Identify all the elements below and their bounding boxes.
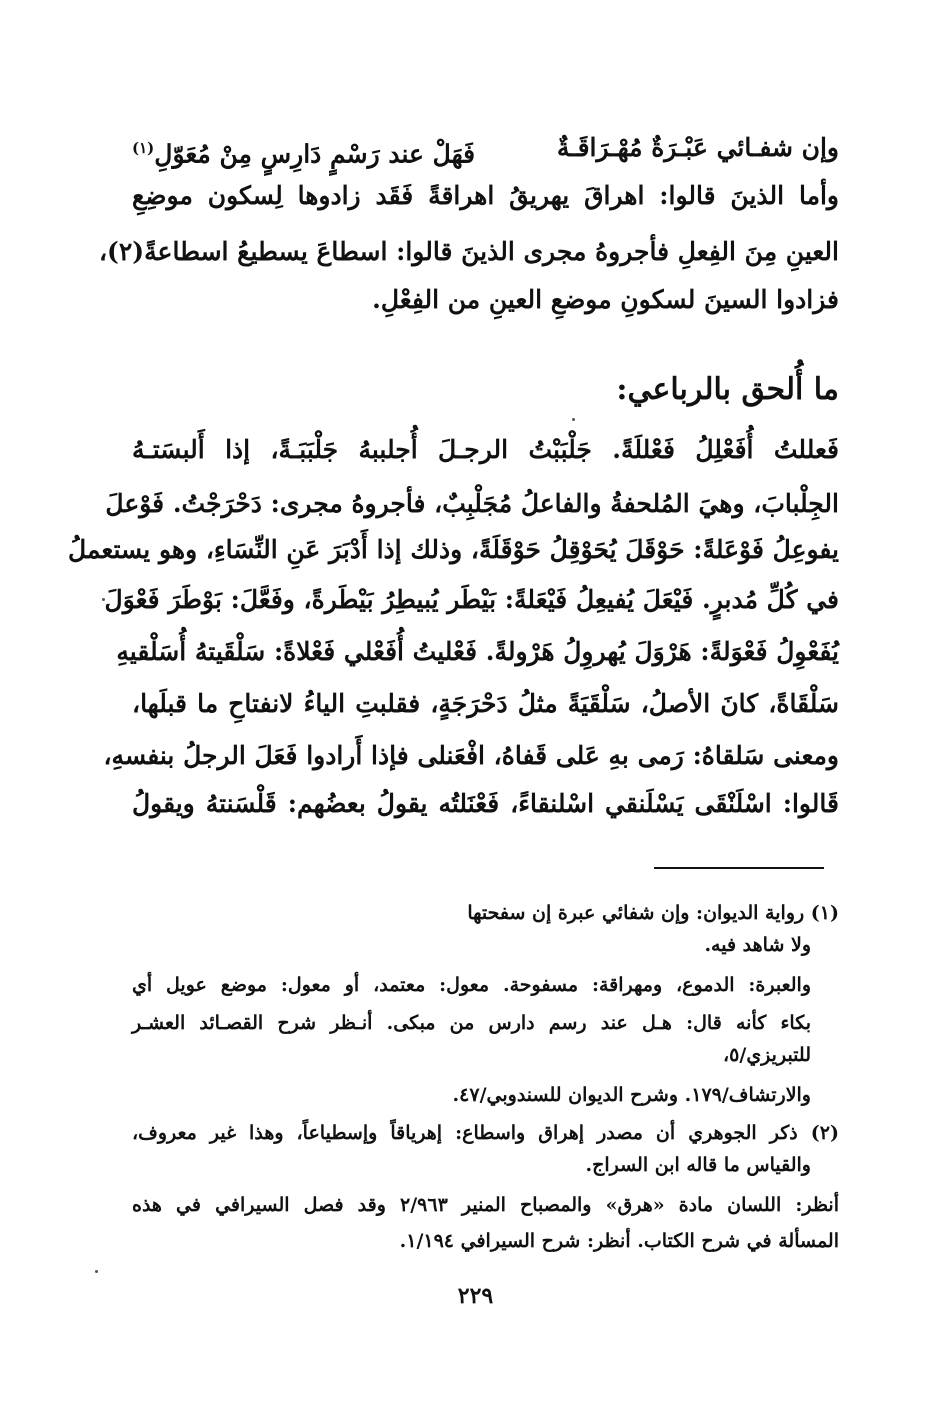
footnote-1-line: (١) رواية الديوان: وإن شفائي عبرة إن سفحتها <box>467 902 839 924</box>
footnote-1-line: للتبريزي/٥، <box>723 1044 811 1066</box>
footnote-2-line: والقياس ما قاله ابن السراج. <box>585 1154 811 1176</box>
paragraph1-line: وأما الذينَ قالوا: اهراقَ يهريقُ اهراقةً فَقَد زادوها لِسكون موضِعِ <box>132 181 839 210</box>
verse-right-hemistich: وإن شفـائي عَبْـرَةٌ مُهْـرَاقَـةٌ <box>556 133 839 162</box>
scan-speck <box>95 1270 98 1273</box>
paragraph2-line: ومعنى سَلقاهُ: رَمى بهِ عَلى قَفاهُ، افْعَنلى فإذا أَرادوا فَعَلَ الرجلُ بنفسهِ، <box>103 741 839 770</box>
footnote-2-line: (٢) ذكر الجوهري أن مصدر إهراق واسطاع: إهرياقاً وإسطياعاً، وهذا غير معروف، <box>132 1122 839 1144</box>
paragraph1-line: فزادوا السينَ لسكونِ موضعِ العينِ من الفِعْلِ. <box>372 285 839 314</box>
paragraph1-line: العينِ مِنَ الفِعلِ فأجروهُ مجرى الذينَ قالوا: اسطاعَ يسطيعُ اسطاعةً(٢)، <box>98 237 839 266</box>
verse-left-hemistich <box>132 128 475 174</box>
paragraph2-line: الجِلْبابَ، وهيَ المُلحفةُ والفاعلُ مُجَلْبِبٌ، فأجروهُ مجرى: دَحْرَجْتُ. فَوْعلَ <box>105 489 839 518</box>
footnote-marker: (١) <box>132 139 155 157</box>
scan-speck <box>572 418 575 421</box>
paragraph2-line: يفوعِلُ فَوْعَلةً: حَوْقَلَ يُحَوْقِلُ حَوْقَلَةً، وذلك إذا أَدْبَرَ عَنِ النِّسَاءِ، وهو يستعملُ <box>68 535 839 564</box>
footnote-1-line: ولا شاهد فيه. <box>704 934 811 956</box>
poetry-verse <box>132 128 839 174</box>
paragraph2-line: سَلْقَاةً، كانَ الأصلُ، سَلْقَيَةً مثلُ دَحْرَجَةٍ، فقلبتِ الياءُ لانفتاحِ ما قبلَها، <box>132 689 839 718</box>
paragraph2-line: فَعللتُ أُفَعْلِلُ فَعْللَةً. جَلْبَبْتُ الرجـلَ أُجلببهُ جَلْبَبَـةً، إذا أَلبسَتـهُ <box>132 435 839 464</box>
scan-speck <box>102 598 105 601</box>
footnote-1-line: والعبرة: الدموع، ومهراقة: مسفوحة. معول: معتمد، أو معول: موضع عويل أي <box>132 974 811 996</box>
footnote-2-line: المسألة في شرح الكتاب. أنظر: شرح السيرافي ١/١٩٤. <box>399 1230 839 1252</box>
footnote-separator <box>654 867 824 869</box>
paragraph2-line: يُفَعْوِلُ فَعْوَلةً: هَرْوَلَ يُهروِلُ هَرْولةً. فَعْليتُ أُفَعْلي فَعْلاةً: سَلْقَيتهُ أُسَلْقيهِ <box>116 637 839 666</box>
page-number: ٢٢٩ <box>457 1283 494 1309</box>
footnote-1-line: بكاء كأنه قال: هـل عند رسم دارس من مبكى. أنـظر شرح القصـائد العشـر <box>132 1012 811 1034</box>
verse-left-text: فَهَلْ عند رَسْمٍ دَارِسٍ مِنْ مُعَوّلِ <box>154 139 476 169</box>
section-heading: ما أُلحق بالرباعي: <box>616 372 839 407</box>
paragraph2-line: قَالوا: اسْلَنْقَى يَسْلَنقي اسْلنقاءً، فَعْنَلتُه يقولُ بعضُهم: قَلْسَنتهُ ويقولُ <box>132 789 839 818</box>
footnote-2-line: أنظر: اللسان مادة «هرق» والمصباح المنير ٢/٩٦٣ وقد فصل السيرافي في هذه <box>132 1194 839 1216</box>
footnote-1-line: والارتشاف/١٧٩. وشرح الديوان للسندوبي/٤٧. <box>452 1084 811 1106</box>
paragraph2-line: في كُلِّ مُدبرٍ. فَيْعَلَ يُفيعِلُ فَيْعَلةً: بَيْطَر يُبيطِرُ بَيْطَرةً، وفَعَّلَ: بَوْطَرَ فَعْوَلَ <box>104 585 839 614</box>
